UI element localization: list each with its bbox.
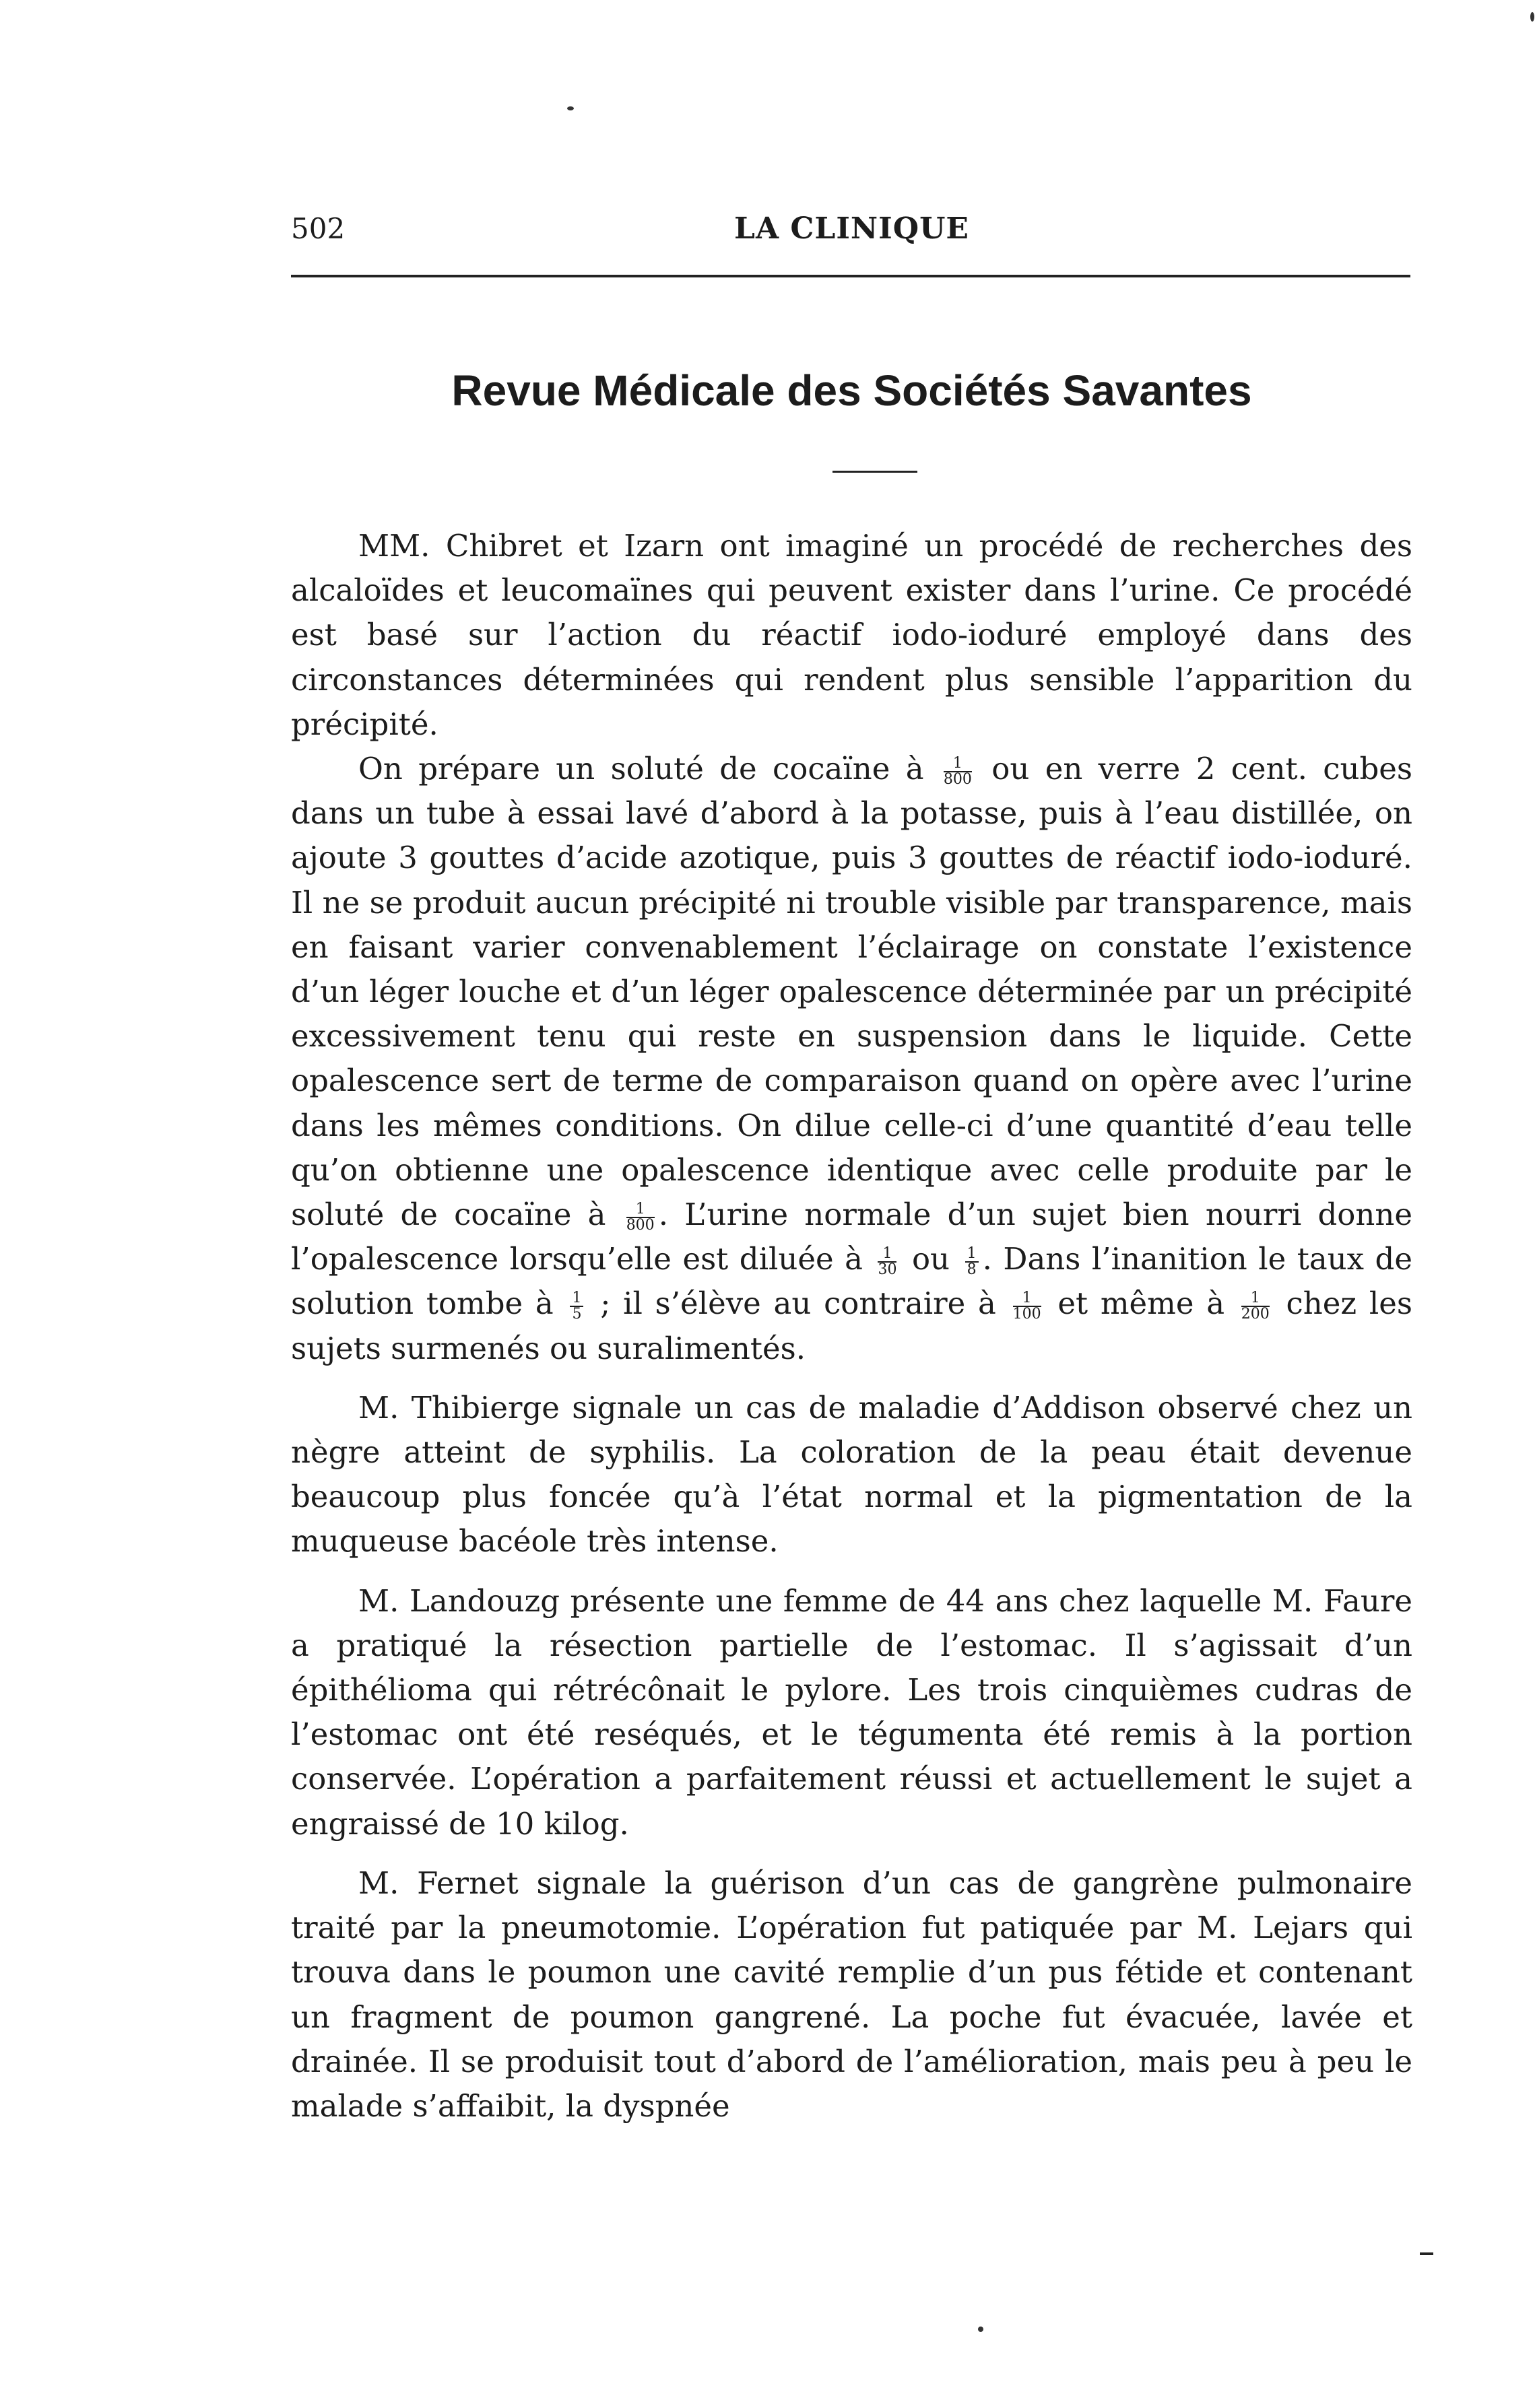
page-header: [291, 209, 1412, 256]
page-number: 502: [291, 212, 346, 245]
fraction-4-numerator: 1: [965, 1246, 979, 1263]
paragraph-landouzg: M. Landouzg présente une femme de 44 ans chez laquelle M. Faure a pratiqué la résection partielle de l’estomac. Il s’agissait d’un épithélioma qui rétrécônait le pylore. Les trois cinquièmes cudras de l’estomac ont été reséqués, et le tégumenta été remis à la portion conservée. L’opération a parfaitement réussi et actuellement le sujet a engraissé de 10 kilog.: [291, 1582, 1412, 1842]
print-speck: [1530, 12, 1534, 22]
procedure-text-3: . L’urine normale d’un sujet bien nourri donne l’opalescence lorsqu’elle est diluée à: [291, 1197, 1412, 1277]
fraction-6: [1013, 1291, 1041, 1322]
fraction-5-denominator: 5: [572, 1305, 582, 1323]
fraction-2: [626, 1202, 655, 1233]
article-body: [291, 524, 1412, 2129]
procedure-text-4: ou: [911, 1241, 950, 1277]
fraction-7-denominator: 200: [1241, 1305, 1270, 1323]
fraction-6-denominator: 100: [1012, 1305, 1041, 1323]
paragraph-thibierge: M. Thibierge signale un cas de maladie d’Addison observé chez un nègre atteint de syphilis. La coloration de la peau était devenue beaucoup plus foncée qu’à l’état normal et la pigmentation de la muqueuse bacéole très intense.: [291, 1389, 1412, 1560]
paragraph-chibret-izarn: MM. Chibret et Izarn ont imaginé un procédé de recherches des alcaloïdes et leucomaïnes qui peuvent exister dans l’urine. Ce procédé est basé sur l’action du réactif iodo-ioduré employé dans des circonstances déterminées qui rendent plus sensible l’apparition du précipité.: [291, 528, 1412, 742]
print-speck: [978, 2327, 983, 2332]
print-speck: [567, 106, 574, 110]
fraction-5: [570, 1291, 583, 1322]
fraction-1-numerator: 1: [944, 756, 972, 772]
fraction-4: [965, 1246, 979, 1277]
procedure-text-7: et même à: [1057, 1285, 1225, 1322]
running-title: LA CLINIQUE: [734, 211, 969, 246]
procedure-text-5: . Dans l’inanition le taux de solution tombe à: [291, 1241, 1412, 1322]
fraction-7-numerator: 1: [1241, 1291, 1270, 1307]
fraction-2-denominator: 800: [626, 1216, 655, 1234]
fraction-3-numerator: 1: [878, 1246, 896, 1263]
procedure-text-1: On prépare un soluté de cocaïne à: [358, 751, 924, 787]
fraction-7: [1241, 1291, 1270, 1322]
fraction-6-numerator: 1: [1013, 1291, 1041, 1307]
fraction-5-numerator: 1: [570, 1291, 583, 1307]
fraction-4-denominator: 8: [967, 1261, 977, 1278]
title-divider: [832, 471, 917, 473]
fraction-1: [944, 756, 972, 787]
paragraph-procedure: [291, 747, 1412, 1371]
header-rule: [291, 275, 1410, 277]
fraction-3-denominator: 30: [878, 1261, 897, 1278]
procedure-text-8: chez les sujets surmenés ou suralimentés.: [291, 1285, 1412, 1366]
procedure-text-6: ; il s’élève au contraire à: [600, 1285, 996, 1322]
paragraph-fernet: M. Fernet signale la guérison d’un cas de gangrène pulmonaire traité par la pneumotomie. L’opération fut patiquée par M. Lejars qui trouva dans le poumon une cavité remplie d’un pus fétide et contenant un fragment de poumon gangrené. La poche fut évacuée, lavée et drainée. Il se produisit tout d’abord de l’amélioration, mais peu à peu le malade s’affaibit, la dyspnée: [291, 1865, 1412, 2124]
fraction-3: [878, 1246, 896, 1277]
margin-hyphen-mark: [1420, 2252, 1433, 2255]
procedure-text-2: ou en verre 2 cent. cubes dans un tube à essai lavé d’abord à la potasse, puis à l’eau distillée, on ajoute 3 gouttes d’acide azotique, puis 3 gouttes de réactif iodo-ioduré. Il ne se produit aucun précipité ni trouble visible par transparence, mais en faisant varier convenablement l’éclairage on constate l’existence d’un léger louche et d’un léger opalescence déterminée par un précipité excessivement tenu qui reste en suspension dans le liquide. Cette opalescence sert de terme de comparaison quand on opère avec l’urine dans les mêmes conditions. On dilue celle-ci d’une quantité d’eau telle qu’on obtienne une opalescence identique avec celle produite par le soluté de cocaïne à: [291, 751, 1412, 1233]
fraction-2-numerator: 1: [626, 1202, 655, 1218]
fraction-1-denominator: 800: [943, 770, 972, 788]
article-title: Revue Médicale des Sociétés Savantes: [451, 366, 1252, 415]
